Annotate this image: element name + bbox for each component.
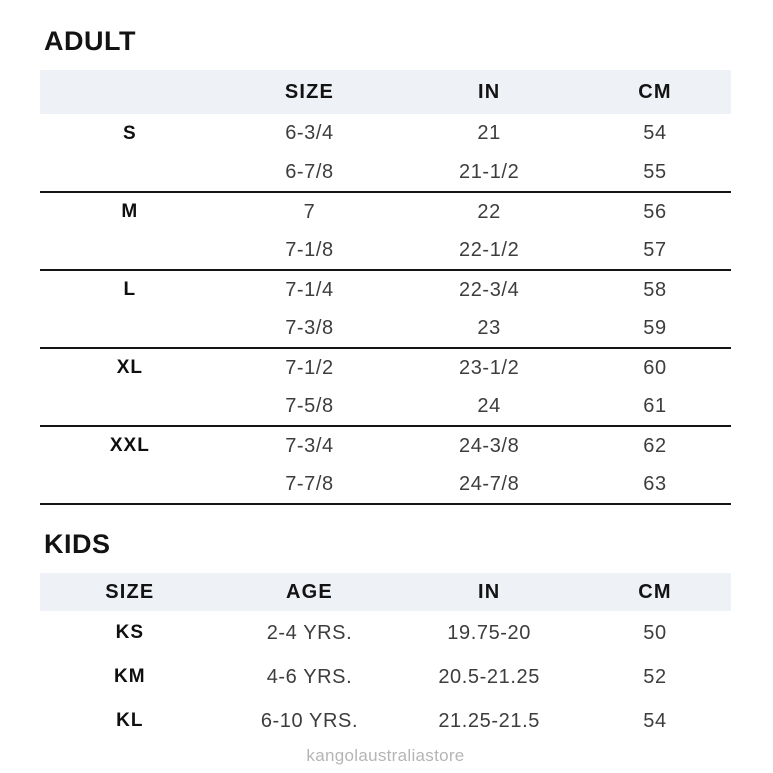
table-cell: 23 xyxy=(399,309,579,348)
kids-size-table xyxy=(40,573,731,743)
table-cell: 23-1/2 xyxy=(458,356,520,379)
table-cell: 54 xyxy=(643,122,667,144)
table-cell: 20.5-21.25 xyxy=(438,665,540,688)
size-label-cell: KS xyxy=(115,622,145,643)
table-cell: 7-1/2 xyxy=(285,356,334,379)
table-cell: 2-4 YRS. xyxy=(266,621,353,644)
table-cell: 57 xyxy=(579,231,731,270)
table-cell: 60 xyxy=(643,356,667,379)
table-cell: 61 xyxy=(579,387,731,426)
table-cell: 7-3/8 xyxy=(220,309,400,348)
table-cell: 21.25-21.5 xyxy=(438,709,540,732)
table-cell: 19.75-20 xyxy=(447,621,532,644)
table-cell: 24 xyxy=(399,387,579,426)
table-cell: 21 xyxy=(477,122,501,144)
table-cell: 7-1/8 xyxy=(220,231,400,270)
table-cell: 59 xyxy=(579,309,731,348)
table-cell: 7-3/4 xyxy=(285,434,334,457)
table-row xyxy=(40,426,731,465)
table-row xyxy=(40,231,731,270)
table-cell: 7-5/8 xyxy=(220,387,400,426)
table-cell: 21-1/2 xyxy=(399,153,579,192)
table-cell: 55 xyxy=(579,153,731,192)
adult-column-header-in: IN xyxy=(399,70,579,114)
size-label-cell: L xyxy=(123,279,137,300)
size-label-cell: KL xyxy=(116,710,144,731)
adult-column-header-cm: CM xyxy=(579,70,731,114)
kids-column-header-size: SIZE xyxy=(40,573,220,611)
size-label-cell: XL xyxy=(116,357,143,378)
table-cell: 24-7/8 xyxy=(399,465,579,504)
table-cell: 22-1/2 xyxy=(399,231,579,270)
size-label-cell xyxy=(40,231,220,270)
table-cell: 22 xyxy=(477,200,501,223)
table-cell: 50 xyxy=(643,621,667,644)
adult-size-table xyxy=(40,70,731,505)
table-cell: 6-3/4 xyxy=(285,122,334,144)
size-label-cell xyxy=(40,465,220,504)
table-cell: 6-7/8 xyxy=(220,153,400,192)
kids-column-header-age: AGE xyxy=(220,573,400,611)
table-row xyxy=(40,348,731,387)
adult-header-row xyxy=(40,70,731,114)
table-cell: 6-10 YRS. xyxy=(260,709,359,732)
table-cell: 4-6 YRS. xyxy=(266,665,353,688)
kids-column-header-cm: CM xyxy=(579,573,731,611)
kids-section-title: KIDS xyxy=(44,529,111,559)
size-label-cell xyxy=(40,387,220,426)
watermark-text: kangolaustraliastore xyxy=(306,746,465,765)
size-label-cell: KM xyxy=(114,666,146,687)
table-row xyxy=(40,465,731,504)
size-label-cell: S xyxy=(122,122,137,144)
kids-column-header-in: IN xyxy=(399,573,579,611)
table-row xyxy=(40,153,731,192)
size-label-cell: XXL xyxy=(109,435,150,456)
adult-column-header-size: SIZE xyxy=(220,70,400,114)
table-cell: 7-1/4 xyxy=(285,278,334,301)
table-row xyxy=(40,192,731,231)
size-label-cell xyxy=(40,309,220,348)
table-cell: 58 xyxy=(643,278,667,301)
table-row xyxy=(40,611,731,655)
table-row xyxy=(40,387,731,426)
table-cell: 56 xyxy=(643,200,667,223)
table-cell: 22-3/4 xyxy=(458,278,520,301)
table-row xyxy=(40,699,731,743)
adult-column-header-blank xyxy=(40,70,220,114)
table-cell: 52 xyxy=(643,665,667,688)
size-label-cell: M xyxy=(121,201,139,222)
table-row xyxy=(40,655,731,699)
table-cell: 24-3/8 xyxy=(458,434,520,457)
table-cell: 54 xyxy=(643,709,667,732)
table-cell: 63 xyxy=(579,465,731,504)
table-cell: 7-7/8 xyxy=(220,465,400,504)
table-row xyxy=(40,270,731,309)
table-cell: 62 xyxy=(643,434,667,457)
adult-section-title: ADULT xyxy=(44,26,136,56)
size-label-cell xyxy=(40,153,220,192)
kids-header-row xyxy=(40,573,731,611)
table-row xyxy=(40,309,731,348)
table-cell: 7 xyxy=(303,200,316,223)
table-row xyxy=(40,114,731,153)
